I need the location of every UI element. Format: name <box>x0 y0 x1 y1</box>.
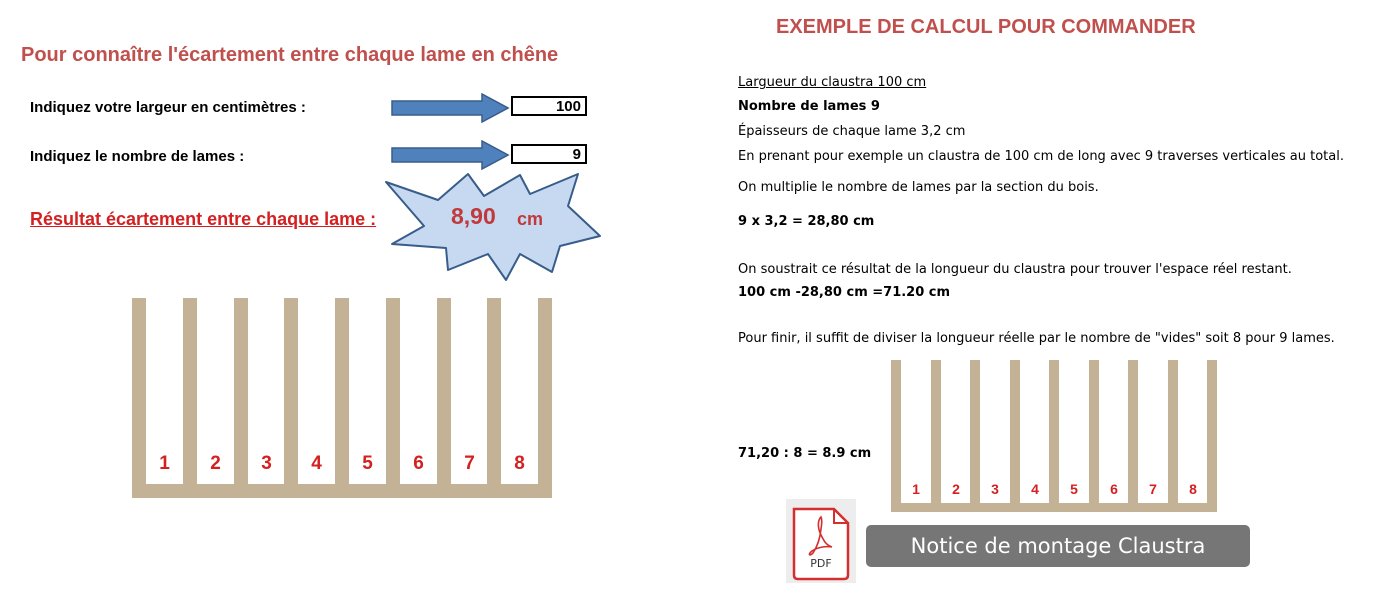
claustra-large-slat <box>132 298 146 498</box>
example-line-width: Largueur du claustra 100 cm <box>738 75 927 90</box>
claustra-large-slat <box>437 298 451 498</box>
claustra-small-gap-number: 5 <box>1070 481 1078 497</box>
claustra-small-slat <box>891 360 901 512</box>
count-label: Indiquez le nombre de lames : <box>30 148 245 165</box>
claustra-large-slat <box>335 298 349 498</box>
claustra-diagram-large <box>132 298 552 498</box>
claustra-large-gap-number: 8 <box>514 453 525 474</box>
example-line-product: 9 x 3,2 = 28,80 cm <box>738 214 875 229</box>
example-line-thickness: Épaisseurs de chaque lame 3,2 cm <box>738 124 966 139</box>
example-title: EXEMPLE DE CALCUL POUR COMMANDER <box>776 16 1196 38</box>
notice-montage-button[interactable]: Notice de montage Claustra <box>866 525 1250 567</box>
example-line-remaining: 100 cm -28,80 cm =71.20 cm <box>738 285 951 300</box>
claustra-small-slat <box>931 360 941 512</box>
claustra-large-gap-number: 5 <box>362 453 373 474</box>
claustra-small-slat <box>1010 360 1020 512</box>
claustra-small-slat <box>1049 360 1059 512</box>
claustra-diagram-small <box>891 360 1217 512</box>
example-line-result: 71,20 : 8 = 8.9 cm <box>738 446 872 461</box>
count-input[interactable]: 9 <box>511 144 587 164</box>
claustra-large-gap-number: 4 <box>311 453 322 474</box>
claustra-small-gap-number: 6 <box>1110 481 1118 497</box>
example-line-subtract: On soustrait ce résultat de la longueur du claustra pour trouver l'espace réel restant. <box>738 262 1292 277</box>
example-line-divide: Pour finir, il suffit de diviser la longueur réelle par le nombre de "vides" soit 8 pour 9 lames. <box>738 331 1335 346</box>
claustra-large-slat <box>538 298 552 498</box>
claustra-small-slat <box>970 360 980 512</box>
result-value: 8,90 <box>451 203 496 229</box>
width-label: Indiquez votre largeur en centimètres : <box>30 99 306 116</box>
claustra-large-slat <box>487 298 501 498</box>
claustra-small-slat <box>1128 360 1138 512</box>
width-arrow-icon <box>390 93 510 123</box>
claustra-large-slat <box>386 298 400 498</box>
example-line-multiply: On multiplie le nombre de lames par la section du bois. <box>738 180 1099 195</box>
result-unit: cm <box>517 209 544 229</box>
example-line-context: En prenant pour exemple un claustra de 100 cm de long avec 9 traverses verticales au total. <box>738 149 1344 164</box>
example-line-count: Nombre de lames 9 <box>738 99 880 114</box>
count-arrow-icon <box>390 140 510 170</box>
claustra-large-slat <box>183 298 197 498</box>
claustra-small-slat <box>1207 360 1217 512</box>
result-label: Résultat écartement entre chaque lame : <box>30 209 377 229</box>
claustra-small-gap-number: 1 <box>912 481 920 497</box>
claustra-small-gap-number: 7 <box>1149 481 1157 497</box>
claustra-small-gap-number: 8 <box>1189 481 1197 497</box>
claustra-small-slat <box>1089 360 1099 512</box>
claustra-large-slat <box>284 298 298 498</box>
claustra-large-gap-number: 3 <box>261 453 272 474</box>
pdf-file-icon[interactable] <box>786 499 856 583</box>
claustra-small-slat <box>1168 360 1178 512</box>
pdf-label: PDF <box>810 557 832 570</box>
claustra-large-slat <box>234 298 248 498</box>
width-input[interactable]: 100 <box>511 96 587 116</box>
calculator-title: Pour connaître l'écartement entre chaque lame en chêne <box>21 44 559 66</box>
claustra-large-gap-number: 1 <box>159 453 170 474</box>
claustra-large-gap-number: 6 <box>413 453 424 474</box>
claustra-small-gap-number: 4 <box>1031 481 1039 497</box>
claustra-small-gap-number: 3 <box>991 481 999 497</box>
claustra-small-gap-number: 2 <box>952 481 960 497</box>
claustra-large-gap-number: 2 <box>210 453 221 474</box>
claustra-large-gap-number: 7 <box>464 453 475 474</box>
